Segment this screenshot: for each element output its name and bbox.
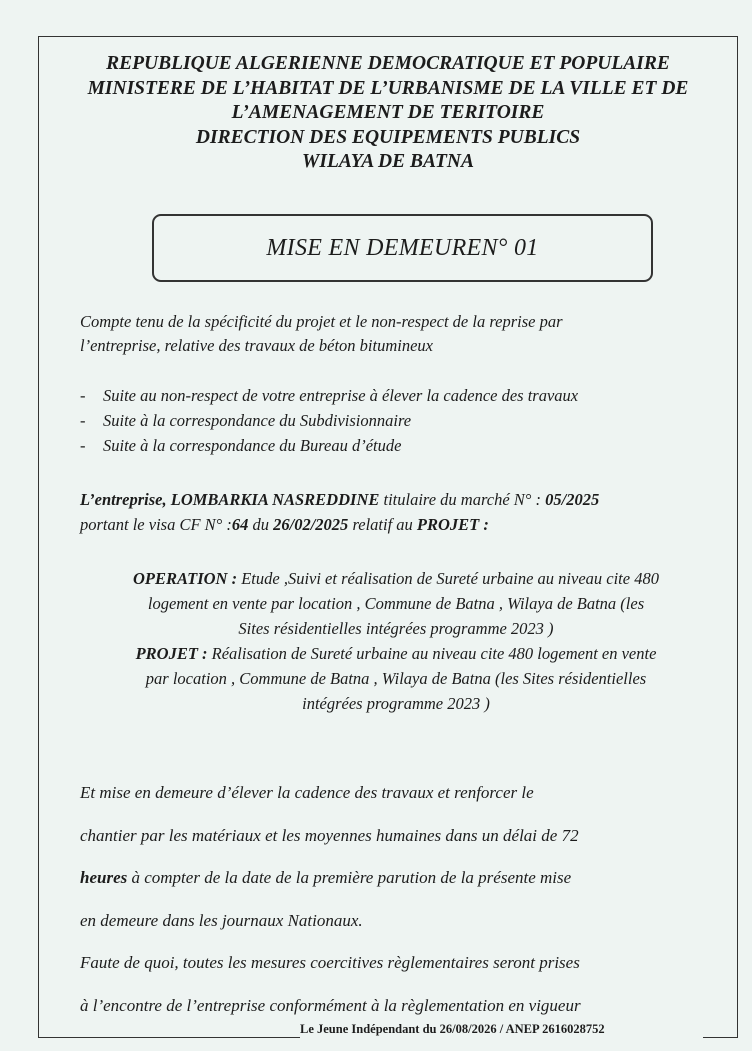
projet-line-3: intégrées programme 2023 ) <box>302 694 490 713</box>
list-item-text: Suite à la correspondance du Bureau d’étude <box>103 436 402 455</box>
header-ministry: MINISTERE DE L’HABITAT DE L’URBANISME DE LA VILLE ET DE <box>87 77 689 99</box>
document-title: MISE EN DEMEUREN° 01 <box>266 234 539 261</box>
list-item <box>80 433 720 458</box>
visa-prefix: portant le visa CF N° : <box>80 515 232 534</box>
bullet-marker: - <box>80 436 86 455</box>
projet-label-inline: PROJET : <box>416 515 489 534</box>
closing-paragraph <box>80 772 720 1027</box>
closing-hours: heures <box>80 868 128 887</box>
intro-line-2: l’entreprise, relative des travaux de béton bitumineux <box>80 336 433 355</box>
list-item <box>80 383 720 408</box>
publication-footer: Le Jeune Indépendant du 26/08/2026 / ANEP 2616028752 <box>300 1022 605 1036</box>
company-line-2 <box>80 512 730 537</box>
intro-line-1: Compte tenu de la spécificité du projet et le non-respect de la reprise par <box>80 312 563 331</box>
list-item <box>80 408 720 433</box>
operation-label: OPERATION : <box>133 569 238 588</box>
list-item-text: Suite à la correspondance du Subdivisionnaire <box>103 411 412 430</box>
visa-date: 26/02/2025 <box>273 515 349 534</box>
closing-line-2: chantier par les matériaux et les moyennes humaines dans un délai de 72 <box>80 825 579 845</box>
header-ministry-cont: L’AMENAGEMENT DE TERITOIRE <box>231 102 545 123</box>
visa-du: du <box>252 515 270 534</box>
projet-text-1: Réalisation de Sureté urbaine au niveau cite 480 logement en vente <box>211 644 657 663</box>
closing-line-6: à l’encontre de l’entreprise conformément à la règlementation en vigueur <box>80 995 581 1015</box>
closing-line-4: en demeure dans les journaux Nationaux. <box>80 910 363 930</box>
frame-bottom-right-rule <box>703 1037 738 1038</box>
company-paragraph <box>80 487 730 537</box>
frame-bottom-left-rule <box>38 1037 300 1038</box>
document-header <box>40 52 736 175</box>
bullet-marker: - <box>80 386 86 405</box>
header-wilaya: WILAYA DE BATNA <box>302 151 474 172</box>
visa-relatif: relatif au <box>352 515 413 534</box>
company-middle: titulaire du marché N° : <box>383 490 542 509</box>
closing-line-3-rest: à compter de la date de la première parution de la présente mise <box>131 868 572 887</box>
intro-paragraph <box>80 310 720 358</box>
operation-text-1: Etude ,Suivi et réalisation de Sureté urbaine au niveau cite 480 <box>241 569 659 588</box>
closing-line-1: Et mise en demeure d’élever la cadence des travaux et renforcer le <box>80 783 534 802</box>
company-line-1 <box>80 487 730 512</box>
reasons-list <box>80 383 720 458</box>
list-item-text: Suite au non-respect de votre entreprise à élever la cadence des travaux <box>103 386 579 405</box>
company-name: LOMBARKIA NASREDDINE <box>170 490 380 509</box>
closing-line-5: Faute de quoi, toutes les mesures coercitives règlementaires seront prises <box>80 953 580 972</box>
projet-line-2: par location , Commune de Batna , Wilaya de Batna (les Sites résidentielles <box>145 669 647 688</box>
operation-project-block <box>78 566 714 716</box>
projet-label: PROJET : <box>135 644 208 663</box>
bullet-marker: - <box>80 411 86 430</box>
operation-line-3: Sites résidentielles intégrées programme 2023 ) <box>238 619 554 638</box>
closing-line-3 <box>80 857 720 900</box>
operation-line-2: logement en vente par location , Commune de Batna , Wilaya de Batna (les <box>147 594 645 613</box>
operation-line-1 <box>78 566 714 591</box>
header-republic: REPUBLIQUE ALGERIENNE DEMOCRATIQUE ET POPULAIRE <box>106 53 670 74</box>
company-prefix: L’entreprise, <box>80 490 167 509</box>
header-direction: DIRECTION DES EQUIPEMENTS PUBLICS <box>195 126 581 148</box>
visa-number: 64 <box>231 515 249 534</box>
title-box <box>152 214 653 282</box>
projet-line-1 <box>78 641 714 666</box>
market-number: 05/2025 <box>545 490 600 509</box>
